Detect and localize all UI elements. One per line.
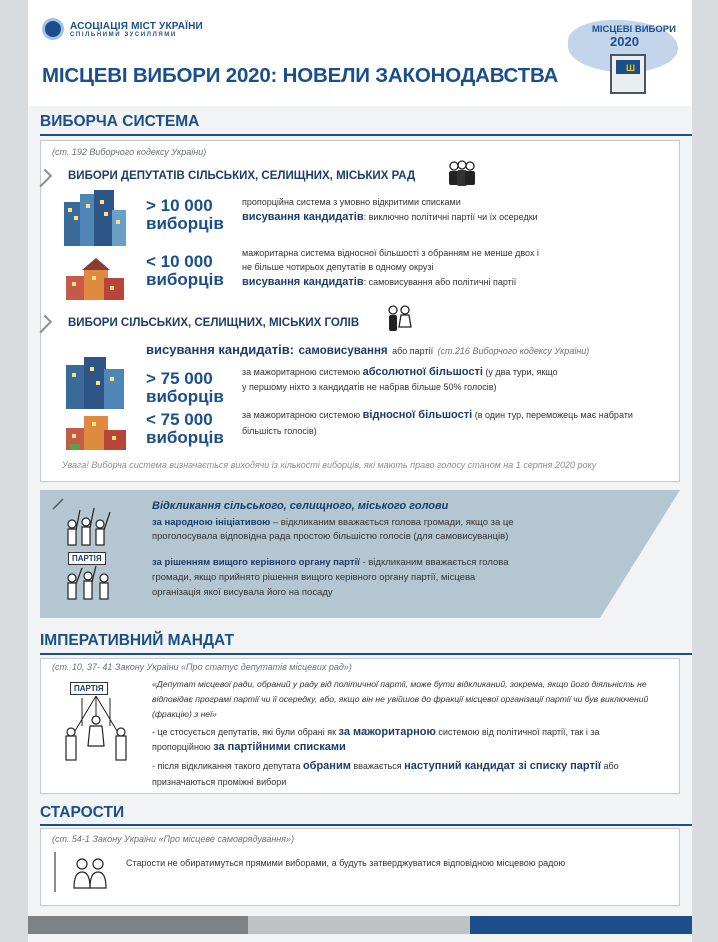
couple-icon: [386, 305, 412, 333]
system-prefix: за мажоритарною системою: [242, 367, 363, 377]
proportional-text: пропорційною: [152, 742, 214, 752]
party-sign: ПАРТІЯ: [68, 552, 106, 565]
starosty-text: Старости не обиратимуться прямими виборами, а будуть затверджуватися відповідною місцевою радою: [126, 858, 566, 868]
next-candidate-keyword: наступний кандидат зі списку партії: [404, 760, 601, 772]
bullet-2-middle: вважається: [350, 761, 405, 771]
electoral-citation: (ст. 192 Виборчого кодексу України): [52, 147, 207, 157]
heads-over-system-2: у першому ніхто з кандидатів не набрав більше 50% голосів): [242, 382, 497, 392]
councils-under-threshold: < 10 000: [146, 252, 213, 271]
badge-year: 2020: [610, 34, 639, 49]
councils-under-system-2: не більше чотирьох депутатів в одному окрузі: [242, 262, 434, 272]
councils-over-threshold: > 10 000: [146, 196, 213, 215]
mandate-bullet-2-2: призначаються проміжні вибори: [152, 777, 287, 787]
electoral-system-box: [40, 140, 680, 482]
electoral-system-title: ВИБОРЧА СИСТЕМА: [40, 113, 200, 130]
city-buildings-icon: [66, 357, 130, 409]
elections-badge: [568, 10, 678, 100]
village-houses-icon: [66, 258, 126, 300]
elected-keyword: обраним: [302, 760, 351, 772]
electoral-note: Увага! Виборча система визначається виходячи із кількості виборців, які мають право голосу станом на 1 серпня 2020 року: [62, 460, 597, 470]
badge-label: МІСЦЕВІ ВИБОРИ: [592, 24, 676, 35]
people-initiative-keyword: за народною ініціативою: [152, 517, 271, 528]
nomination-keyword: висування кандидатів:: [146, 342, 295, 357]
puppet-icon: [62, 696, 132, 780]
page-curl: [600, 490, 680, 618]
elder-people-icon: [70, 854, 110, 890]
page-title: МІСЦЕВІ ВИБОРИ 2020: НОВЕЛИ ЗАКОНОДАВСТВА: [42, 64, 559, 87]
recall-party-decision-3: організація якої висувала його на посаду: [152, 587, 333, 598]
system-prefix: за мажоритарною системою: [242, 410, 363, 420]
councils-over-nomination: [242, 211, 538, 224]
heads-under-threshold: < 75 000: [146, 410, 213, 429]
village-houses-icon: [66, 408, 130, 450]
mandate-bullet-1: [152, 726, 600, 739]
heads-under-system: [242, 409, 633, 422]
heads-over-threshold: > 75 000: [146, 369, 213, 388]
association-logo-icon: [42, 18, 64, 40]
mandate-bullet-1-2: [152, 741, 346, 754]
councils-over-voters: виборців: [146, 214, 224, 233]
councils-under-voters: виборців: [146, 270, 224, 289]
majoritarian-keyword: за мажоритарною: [338, 726, 436, 738]
system-suffix: (в один тур, переможець має набрати: [472, 410, 633, 420]
mandate-quote-1: «Депутат місцевої ради, обраний у раду від політичної партії, може бути відкликаний, зокрема, якщо його діяльність не: [152, 679, 647, 689]
nomination-keyword: висування кандидатів: [242, 211, 364, 223]
nomination-rest: або партії: [392, 346, 434, 356]
section-divider: [40, 824, 692, 826]
recall-title: Відкликання сільського, селищного, міського голови: [152, 500, 449, 512]
councils-under-system: мажоритарна система відносної більшості з обранням не менше двох і: [242, 248, 539, 258]
section-bracket: [54, 852, 56, 892]
bullet-2-suffix: або: [601, 761, 619, 771]
mandate-title: ІМПЕРАТИВНИЙ МАНДАТ: [40, 632, 234, 649]
recall-people-initiative-2: проголосувала відповідна рада простою більшістю голосів (для самовисуванців): [152, 531, 509, 542]
bullet-1-suffix: системою від політичної партії, так і за: [435, 727, 600, 737]
footer-bar-light: [248, 916, 470, 934]
recall-party-decision-2: громади, якщо прийнято рішення вищого керівного органу партії, місцева: [152, 572, 476, 583]
city-buildings-icon: [64, 190, 128, 246]
party-lists-keyword: за партійними списками: [213, 741, 346, 753]
recall-text-2: - відкликаним вважається голова: [359, 557, 509, 568]
heads-over-system: [242, 366, 558, 379]
section-divider: [40, 653, 692, 655]
absolute-majority-keyword: абсолютної більшості: [362, 366, 483, 378]
party-sign: ПАРТІЯ: [70, 682, 108, 695]
nomination-citation: (ст.216 Виборчого кодексу України): [437, 346, 590, 356]
nomination-keyword: висування кандидатів: [242, 276, 364, 288]
org-slogan: СПІЛЬНИМИ ЗУСИЛЛЯМИ: [70, 31, 177, 38]
heads-over-voters: виборців: [146, 387, 224, 406]
recall-people-initiative: [152, 516, 514, 530]
mandate-quote-3: (фракцію) з неї»: [152, 709, 217, 719]
system-suffix: (у два тури, якщо: [482, 367, 558, 377]
raised-hands-icon: [62, 562, 118, 602]
heads-under-voters: виборців: [146, 428, 224, 447]
bullet-1-prefix: - це стосується депутатів, які були обрані як: [152, 727, 339, 737]
mandate-citation: (ст. 10, 37- 41 Закону України «Про статус депутатів місцевих рад»): [52, 662, 352, 672]
ballot-box-icon: Ш: [610, 54, 646, 94]
self-nomination-keyword: самовисування: [298, 345, 388, 357]
councils-under-nomination: [242, 276, 516, 289]
footer-bar-blue: [470, 916, 692, 934]
people-group-icon: [446, 160, 478, 190]
recall-text-1: – відкликаним вважається голова громади, якщо за це: [270, 517, 514, 528]
bullet-2-prefix: - після відкликання такого депутата: [152, 761, 303, 771]
mandate-quote-2: відповідає програмі партії чи її осередку, або, якщо він не увійшов до фракції місцевої організації партії чи був виключений: [152, 694, 649, 704]
party-decision-keyword: за рішенням вищого керівного органу партії: [152, 557, 360, 568]
section-divider: [40, 134, 692, 136]
association-logo: [42, 18, 203, 40]
nomination-text: : виключно політичні партії чи їх осередки: [363, 212, 538, 222]
councils-over-system: пропорційна система з умовно відкритими списками: [242, 197, 461, 207]
councils-heading: ВИБОРИ ДЕПУТАТІВ СІЛЬСЬКИХ, СЕЛИЩНИХ, МІСЬКИХ РАД: [68, 170, 416, 182]
mandate-bullet-2: [152, 760, 619, 773]
starosty-citation: (ст. 54-1 Закону України «Про місцеве самоврядування»): [52, 834, 295, 844]
heads-nomination: [146, 341, 589, 359]
relative-majority-keyword: відносної більшості: [362, 409, 473, 421]
recall-party-decision: [152, 556, 509, 570]
starosty-title: СТАРОСТИ: [40, 804, 125, 821]
raised-hands-icon: [62, 506, 118, 550]
org-name: АСОЦІАЦІЯ МІСТ УКРАЇНИ: [70, 20, 203, 32]
nomination-text: : самовисування або політичні партії: [363, 277, 517, 287]
footer-bar-gray: [28, 916, 248, 934]
heads-heading: ВИБОРИ СІЛЬСЬКИХ, СЕЛИЩНИХ, МІСЬКИХ ГОЛІВ: [68, 317, 360, 329]
heads-under-system-2: більшість голосів): [242, 426, 317, 436]
